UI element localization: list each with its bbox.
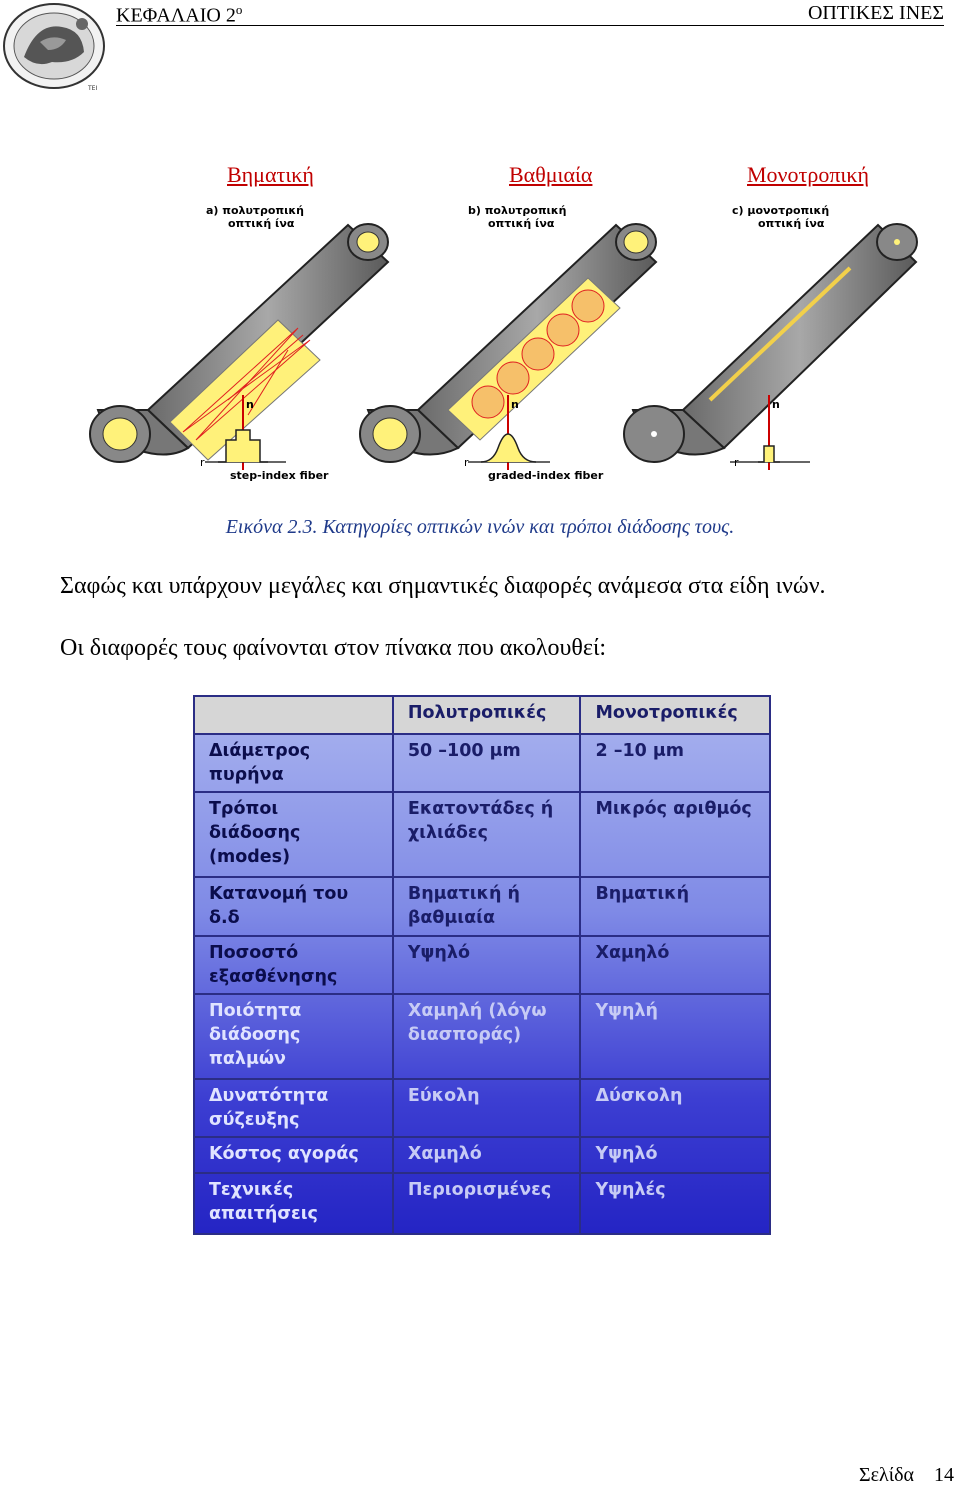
row-label: Κατανομή του δ.δ [194, 877, 393, 935]
table-row [194, 877, 770, 935]
subject-heading: ΟΠΤΙΚΕΣ ΙΝΕΣ [807, 2, 944, 24]
singlemode-cell: Υψηλό [580, 1137, 770, 1173]
svg-text:r: r [464, 456, 469, 469]
svg-text:a) πολυτροπική: a) πολυτροπική [206, 204, 305, 217]
svg-text:r: r [200, 456, 205, 469]
page-label: Σελίδα [858, 1464, 914, 1486]
singlemode-cell: Δύσκολη [580, 1079, 770, 1137]
svg-text:οπτική ίνα: οπτική ίνα [758, 217, 825, 230]
svg-text:οπτική ίνα: οπτική ίνα [488, 217, 555, 230]
singlemode-cell: Υψηλές [580, 1173, 770, 1234]
multimode-cell: Υψηλό [393, 936, 581, 994]
page-number: 14 [934, 1464, 954, 1486]
row-label: Κόστος αγοράς [194, 1137, 393, 1173]
row-label: Ποιότητα διάδοσης παλμών [194, 994, 393, 1079]
page-footer [859, 1464, 954, 1487]
multimode-cell: Εύκολη [393, 1079, 581, 1137]
paragraph-2: Οι διαφορές τους φαίνονται στον πίνακα που ακολουθεί: [60, 635, 607, 661]
step-index-fiber-drawing [90, 204, 388, 482]
multimode-cell: 50 –100 μm [393, 734, 581, 792]
multimode-cell: Βηματική ή βαθμιαία [393, 877, 581, 935]
svg-text:c) μονοτροπική: c) μονοτροπική [732, 204, 830, 217]
svg-text:graded-index fiber: graded-index fiber [488, 469, 604, 482]
row-label: Δυνατότητα σύζευξης [194, 1079, 393, 1137]
table-row [194, 994, 770, 1079]
fiber-types-figure [88, 190, 920, 486]
svg-text:n: n [246, 398, 254, 411]
table-row [194, 792, 770, 877]
row-label: Τρόποι διάδοσης (modes) [194, 792, 393, 877]
header-empty [194, 696, 393, 734]
fiber-comparison-table [193, 695, 771, 1235]
multimode-cell: Χαμηλό [393, 1137, 581, 1173]
multimode-cell: Εκατοντάδες ή χιλιάδες [393, 792, 581, 877]
multimode-cell: Χαμηλή (λόγω διασποράς) [393, 994, 581, 1079]
singlemode-cell: Βηματική [580, 877, 770, 935]
svg-text:step-index fiber: step-index fiber [230, 469, 329, 482]
svg-text:r: r [734, 456, 739, 469]
category-graded-index: Βαθμιαία [509, 162, 593, 187]
single-mode-fiber-drawing [624, 204, 917, 470]
singlemode-cell: Υψηλή [580, 994, 770, 1079]
svg-text:n: n [511, 398, 519, 411]
university-seal-logo [2, 2, 112, 92]
category-step-index: Βηματική [227, 162, 314, 187]
singlemode-cell: Χαμηλό [580, 936, 770, 994]
singlemode-cell: 2 –10 μm [580, 734, 770, 792]
paragraph-1: Σαφώς και υπάρχουν μεγάλες και σημαντικές διαφορές ανάμεσα στα είδη ινών. [60, 573, 826, 599]
row-label: Διάμετρος πυρήνα [194, 734, 393, 792]
svg-text:b) πολυτροπική: b) πολυτροπική [468, 204, 567, 217]
table-row [194, 1079, 770, 1137]
svg-text:n: n [772, 398, 780, 411]
header-singlemode: Μονοτροπικές [580, 696, 770, 734]
header-rule [116, 25, 944, 26]
table-row [194, 734, 770, 792]
svg-text:TEI: TEI [88, 85, 98, 92]
singlemode-cell: Μικρός αριθμός [580, 792, 770, 877]
multimode-cell: Περιορισμένες [393, 1173, 581, 1234]
table-row [194, 1137, 770, 1173]
figure-caption: Εικόνα 2.3. Κατηγορίες οπτικών ινών και τρόποι διάδοσης τους. [225, 516, 735, 538]
table-header-row [194, 696, 770, 734]
table-row [194, 1173, 770, 1234]
row-label: Ποσοστό εξασθένησης [194, 936, 393, 994]
header-multimode: Πολυτροπικές [393, 696, 581, 734]
row-label: Τεχνικές απαιτήσεις [194, 1173, 393, 1234]
chapter-heading: ΚΕΦΑΛΑΙΟ $2^o$ [116, 2, 243, 27]
category-single-mode: Μονοτροπική [747, 162, 869, 187]
svg-text:οπτική ίνα: οπτική ίνα [228, 217, 295, 230]
graded-index-fiber-drawing [360, 204, 656, 482]
table-row [194, 936, 770, 994]
